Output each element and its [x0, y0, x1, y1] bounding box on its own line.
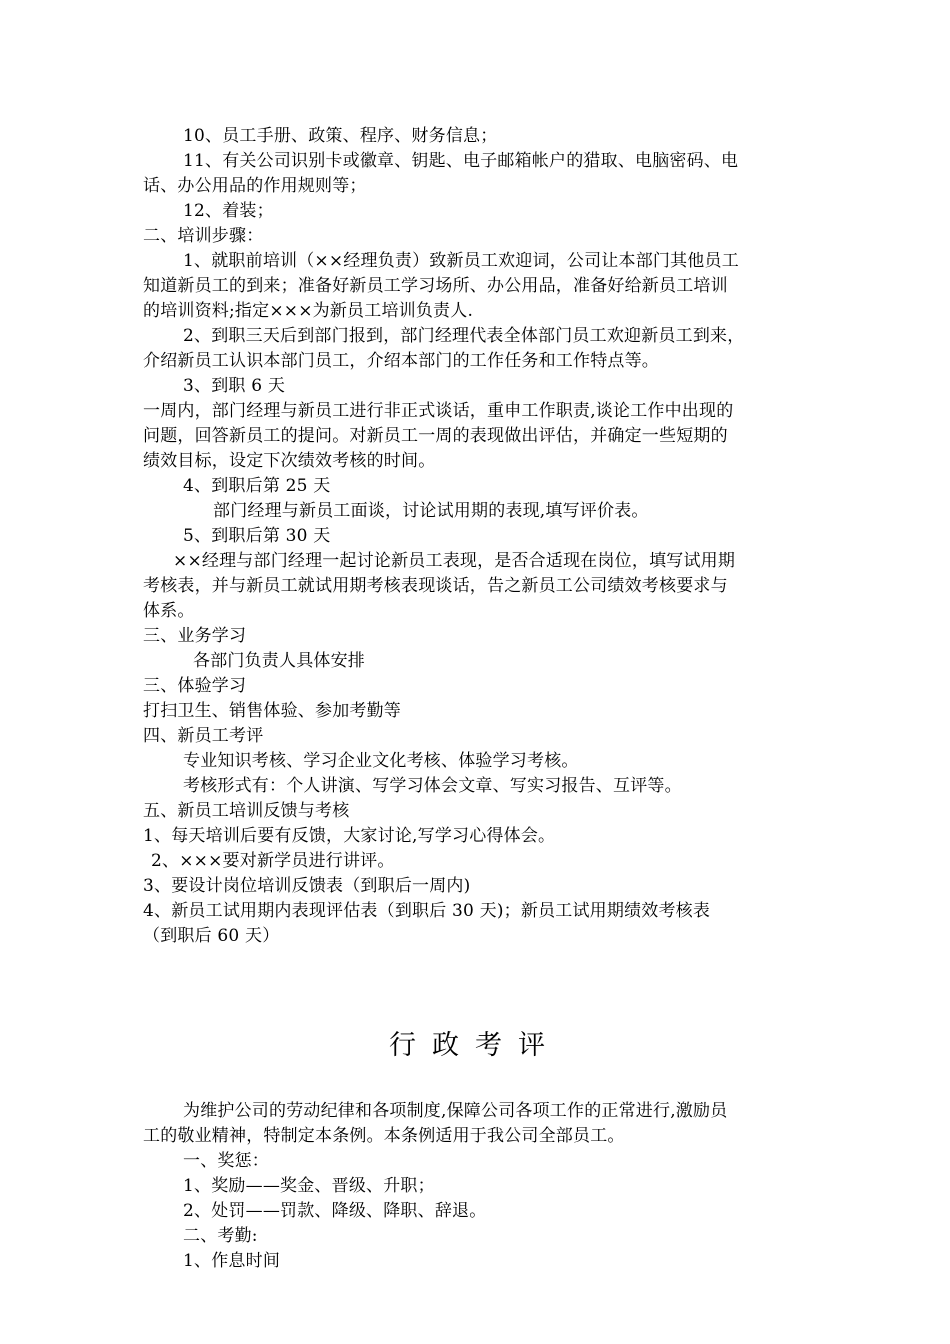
section-heading: 四、新员工考评 [143, 726, 264, 746]
text-line: 4、到职后第 25 天 [183, 476, 331, 496]
text-line: 2、处罚——罚款、降级、降职、辞退。 [183, 1201, 487, 1221]
text-line: 考核表，并与新员工就试用期考核表现谈话，告之新员工公司绩效考核要求与 [143, 576, 728, 596]
text-line: 4、新员工试用期内表现评估表（到职后 30 天)；新员工试用期绩效考核表 [143, 901, 711, 921]
text-line: 部门经理与新员工面谈，讨论试用期的表现,填写评价表。 [213, 501, 649, 521]
text-line: 打扫卫生、销售体验、参加考勤等 [143, 701, 401, 721]
section-heading: 三、业务学习 [143, 626, 247, 646]
section-heading: 一、奖惩： [183, 1151, 269, 1171]
text-line: ××经理与部门经理一起讨论新员工表现，是否合适现在岗位，填写试用期 [173, 551, 736, 571]
text-line: 知道新员工的到来；准备好新员工学习场所、办公用品，准备好给新员工培训 [143, 276, 728, 296]
text-line: 介绍新员工认识本部门员工，介绍本部门的工作任务和工作特点等。 [143, 351, 659, 371]
text-line: 12、着装； [183, 201, 274, 221]
text-line: 工的敬业精神，特制定本条例。本条例适用于我公司全部员工。 [143, 1126, 625, 1146]
text-line: 专业知识考核、学习企业文化考核、体验学习考核。 [183, 751, 579, 771]
text-line: 考核形式有：个人讲演、写学习体会文章、写实习报告、互评等。 [183, 776, 682, 796]
text-line: （到职后 60 天） [143, 926, 280, 946]
text-line: 为维护公司的劳动纪律和各项制度,保障公司各项工作的正常进行,激励员 [183, 1101, 728, 1121]
text-line: 一周内，部门经理与新员工进行非正式谈话，重申工作职责,谈论工作中出现的 [143, 401, 734, 421]
section-heading: 二、考勤: [183, 1226, 258, 1246]
text-line: 3、到职 6 天 [183, 376, 286, 396]
text-line: 1、作息时间 [183, 1251, 281, 1271]
text-line: 5、到职后第 30 天 [183, 526, 331, 546]
section-heading: 二、培训步骤： [143, 226, 264, 246]
text-line: 1、就职前培训（××经理负责）致新员工欢迎词，公司让本部门其他员工 [183, 251, 739, 271]
text-line: 绩效目标，设定下次绩效考核的时间。 [143, 451, 436, 471]
text-line: 11、有关公司识别卡或徽章、钥匙、电子邮箱帐户的猎取、电脑密码、电 [183, 151, 739, 171]
section-title: 行政考评 [389, 1030, 561, 1061]
text-line: 10、员工手册、政策、程序、财务信息； [183, 126, 498, 146]
text-line: 2、到职三天后到部门报到，部门经理代表全体部门员工欢迎新员工到来， [183, 326, 745, 346]
text-line: 1、奖励——奖金、晋级、升职； [183, 1176, 435, 1196]
text-line: 2、×××要对新学员进行讲评。 [151, 851, 395, 871]
text-line: 话、办公用品的作用规则等； [143, 176, 367, 196]
text-line: 3、要设计岗位培训反馈表（到职后一周内) [143, 876, 471, 896]
text-line: 各部门负责人具体安排 [193, 651, 365, 671]
text-line: 1、每天培训后要有反馈，大家讨论,写学习心得体会。 [143, 826, 556, 846]
section-heading: 三、体验学习 [143, 676, 247, 696]
text-line: 体系。 [143, 601, 195, 621]
text-line: 问题，回答新员工的提问。对新员工一周的表现做出评估，并确定一些短期的 [143, 426, 728, 446]
text-line: 的培训资料;指定×××为新员工培训负责人. [143, 301, 474, 321]
section-heading: 五、新员工培训反馈与考核 [143, 801, 350, 821]
